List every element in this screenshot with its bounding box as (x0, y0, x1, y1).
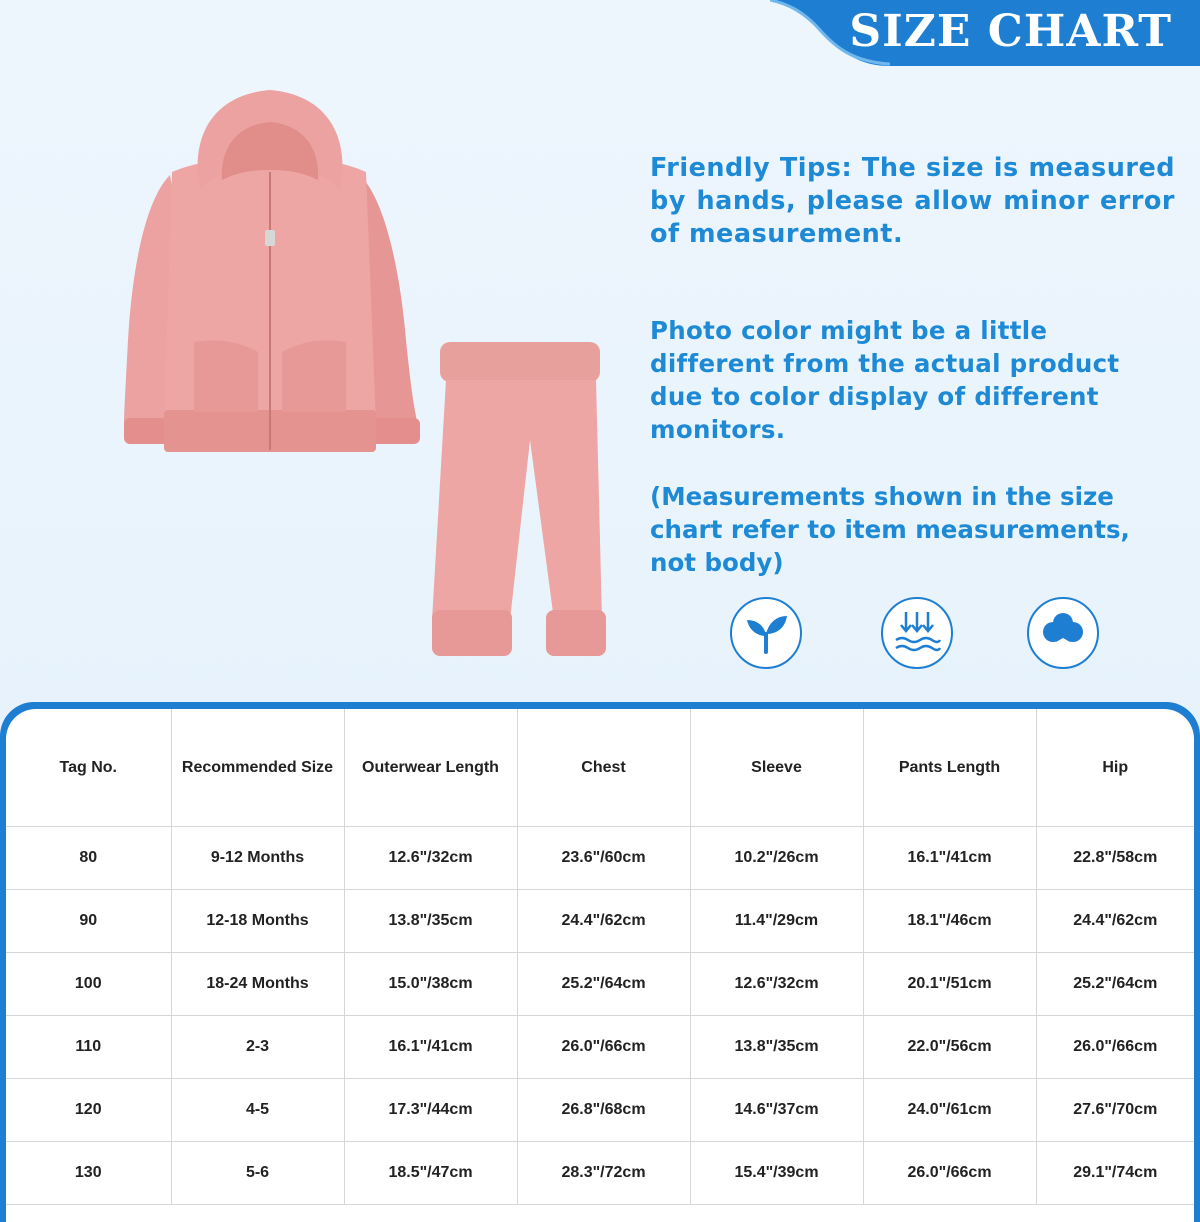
table-cell: 12.6"/32cm (344, 827, 517, 890)
table-cell: 29.1"/74cm (1036, 1142, 1194, 1205)
cotton-icon (1026, 596, 1100, 670)
table-cell: 18-24 Months (171, 953, 344, 1016)
table-cell: 17.3"/44cm (344, 1079, 517, 1142)
table-cell: 15.0"/38cm (344, 953, 517, 1016)
table-row (6, 1142, 1194, 1205)
table-cell: 110 (6, 1016, 171, 1079)
table-cell: 25.2"/64cm (517, 953, 690, 1016)
header-chest: Chest (517, 709, 690, 827)
table-cell: 4-5 (171, 1079, 344, 1142)
header-pants-length: Pants Length (863, 709, 1036, 827)
table-cell: 20.1"/51cm (863, 953, 1036, 1016)
table-cell: 28.3"/72cm (517, 1142, 690, 1205)
table-cell: 14.6"/37cm (690, 1079, 863, 1142)
table-cell: 9-12 Months (171, 827, 344, 890)
table-cell: 13.8"/35cm (344, 890, 517, 953)
table-cell: 13.8"/35cm (690, 1016, 863, 1079)
table-cell: 2-3 (171, 1016, 344, 1079)
table-cell: 16.1"/41cm (863, 827, 1036, 890)
size-table-card (0, 702, 1200, 1222)
friendly-tips-text: Friendly Tips: The size is measured by hands, please allow minor error of measurement. (650, 153, 1175, 249)
table-cell: 11.4"/29cm (690, 890, 863, 953)
table-cell: 16.1"/41cm (344, 1016, 517, 1079)
table-cell: 5-6 (171, 1142, 344, 1205)
header-recommended-size: Recommended Size (171, 709, 344, 827)
breathable-icon (880, 596, 954, 670)
table-cell: 24.0"/61cm (863, 1079, 1036, 1142)
table-cell: 24.4"/62cm (517, 890, 690, 953)
size-chart-banner (770, 0, 1200, 66)
table-cell: 12-18 Months (171, 890, 344, 953)
table-cell: 18.1"/46cm (863, 890, 1036, 953)
header-sleeve: Sleeve (690, 709, 863, 827)
table-cell: 22.8"/58cm (1036, 827, 1194, 890)
table-cell: 26.0"/66cm (517, 1016, 690, 1079)
size-table (6, 709, 1194, 1205)
table-row (6, 890, 1194, 953)
table-cell: 10.2"/26cm (690, 827, 863, 890)
product-illustration (110, 80, 630, 680)
table-cell: 27.6"/70cm (1036, 1079, 1194, 1142)
table-cell: 15.4"/39cm (690, 1142, 863, 1205)
table-cell: 24.4"/62cm (1036, 890, 1194, 953)
table-cell: 18.5"/47cm (344, 1142, 517, 1205)
table-cell: 100 (6, 953, 171, 1016)
table-cell: 12.6"/32cm (690, 953, 863, 1016)
table-cell: 90 (6, 890, 171, 953)
table-cell: 26.8"/68cm (517, 1079, 690, 1142)
table-cell: 120 (6, 1079, 171, 1142)
table-cell: 26.0"/66cm (1036, 1016, 1194, 1079)
leaf-icon (729, 596, 803, 670)
header-outerwear-length: Outerwear Length (344, 709, 517, 827)
table-cell: 25.2"/64cm (1036, 953, 1194, 1016)
table-row (6, 1079, 1194, 1142)
photo-color-note: Photo color might be a little different from the actual product due to color display of different monitors. (650, 316, 1120, 444)
table-cell: 23.6"/60cm (517, 827, 690, 890)
measurement-note: (Measurements shown in the size chart refer to item measurements, not body) (650, 482, 1130, 577)
table-row (6, 953, 1194, 1016)
table-cell: 80 (6, 827, 171, 890)
table-header-row (6, 709, 1194, 827)
page-title: SIZE CHART (849, 6, 1172, 57)
table-cell: 26.0"/66cm (863, 1142, 1036, 1205)
header-tag-no: Tag No. (6, 709, 171, 827)
hoodie-image (124, 90, 420, 452)
header-hip: Hip (1036, 709, 1194, 827)
pants-image (432, 342, 606, 656)
table-cell: 130 (6, 1142, 171, 1205)
table-cell: 22.0"/56cm (863, 1016, 1036, 1079)
table-row (6, 827, 1194, 890)
table-row (6, 1016, 1194, 1079)
